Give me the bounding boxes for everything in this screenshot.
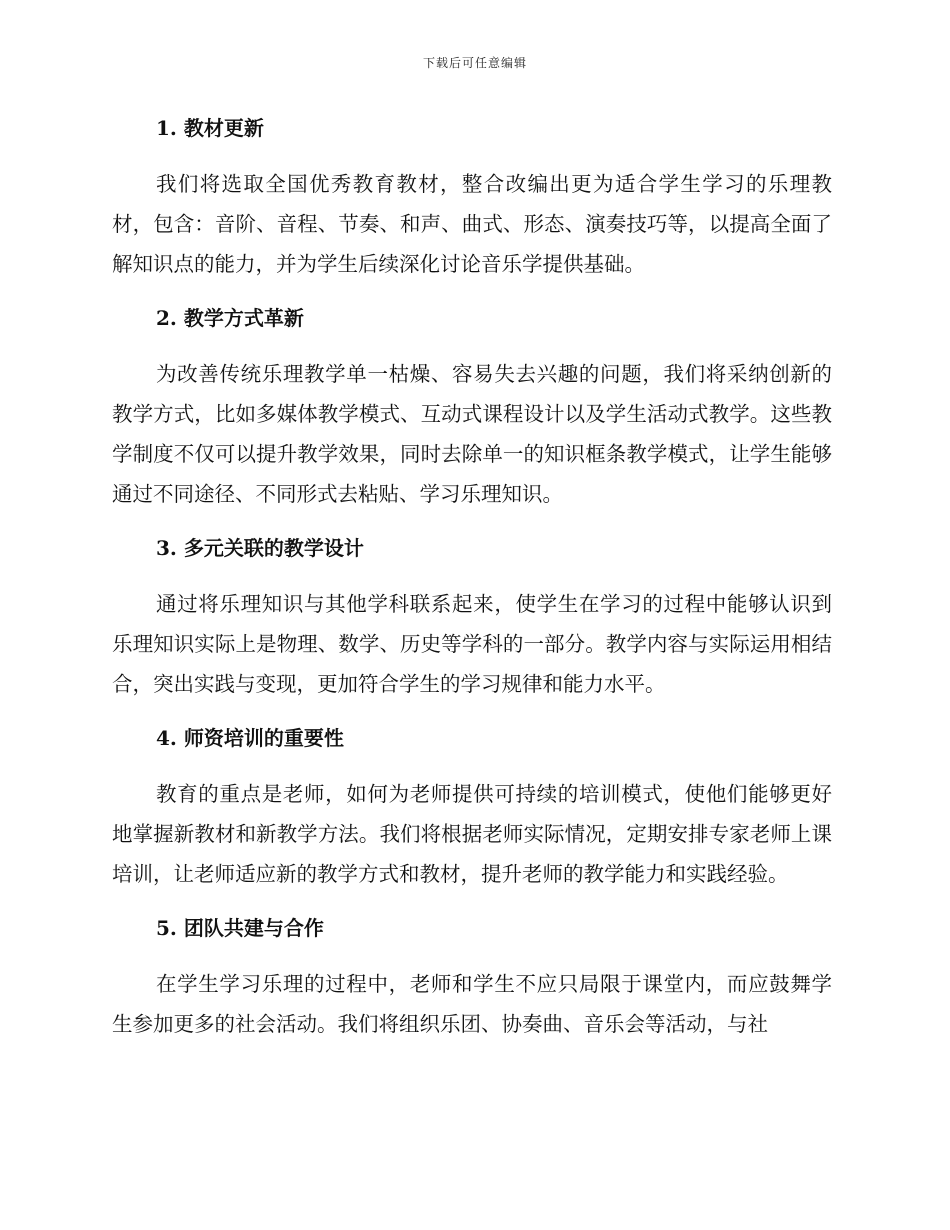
section-heading: 1. 教材更新 xyxy=(156,116,264,140)
section-paragraph: 在学生学习乐理的过程中，老师和学生不应只局限于课堂内，而应鼓舞学生参加更多的社会活动。我们将组织乐团、协奏曲、音乐会等活动，与社 xyxy=(112,972,832,1036)
section-teacher-training xyxy=(112,720,832,910)
section-textbook-update xyxy=(112,110,832,300)
page-header: 下载后可任意编辑 xyxy=(422,56,527,70)
section-paragraph: 教育的重点是老师，如何为老师提供可持续的培训模式，使他们能够更好地掌握新教材和新教学方法。我们将根据老师实际情况，定期安排专家老师上课培训，让老师适应新的教学方式和教材，提升老师的教学能力和实践经验。 xyxy=(112,782,832,886)
section-heading: 5. 团队共建与合作 xyxy=(156,916,324,940)
section-heading: 4. 师资培训的重要性 xyxy=(156,726,344,750)
section-paragraph: 我们将选取全国优秀教育教材，整合改编出更为适合学生学习的乐理教材，包含：音阶、音程、节奏、和声、曲式、形态、演奏技巧等，以提高全面了解知识点的能力，并为学生后续深化讨论音乐学提供基础。 xyxy=(112,172,832,276)
section-teaching-method xyxy=(112,300,832,530)
section-heading: 3. 多元关联的教学设计 xyxy=(156,536,364,560)
section-paragraph: 为改善传统乐理教学单一枯燥、容易失去兴趣的问题，我们将采纳创新的教学方式，比如多媒体教学模式、互动式课程设计以及学生活动式教学。这些教学制度不仅可以提升教学效果，同时去除单一的知识框条教学模式，让学生能够通过不同途径、不同形式去粘贴、学习乐理知识。 xyxy=(112,362,832,506)
section-paragraph: 通过将乐理知识与其他学科联系起来，使学生在学习的过程中能够认识到乐理知识实际上是物理、数学、历史等学科的一部分。教学内容与实际运用相结合，突出实践与变现，更加符合学生的学习规律和能力水平。 xyxy=(112,592,832,696)
document-body xyxy=(112,110,832,1044)
section-heading: 2. 教学方式革新 xyxy=(156,306,304,330)
section-teaching-design xyxy=(112,530,832,720)
section-team-cooperation xyxy=(112,910,832,1044)
